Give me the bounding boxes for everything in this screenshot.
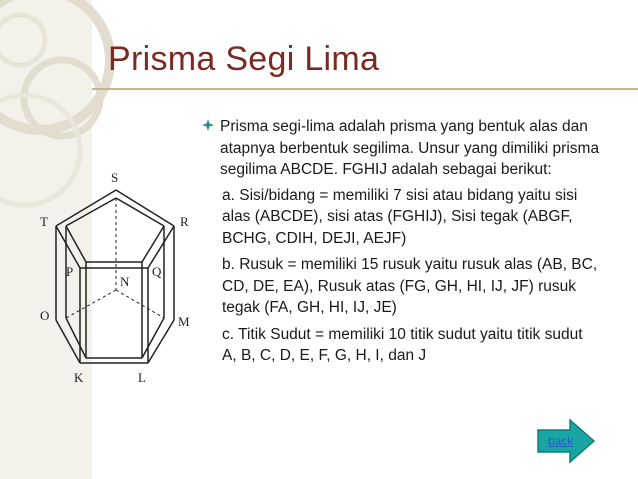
vertex-label-t: T <box>40 214 48 229</box>
intro-bullet <box>200 116 600 181</box>
item-rusuk: b. Rusuk = memiliki 15 rusuk yaitu rusuk alas (AB, BC, CD, DE, EA), Rusuk atas (FG, GH, HI, IJ, JF) rusuk tegak (FA, GH, HI, IJ, JE) <box>222 256 598 316</box>
vertex-label-k: K <box>74 370 84 385</box>
vertex-label-l: L <box>138 370 146 385</box>
slide-title: Prisma Segi Lima <box>108 40 380 78</box>
item-titik-sudut: c. Titik Sudut = memiliki 10 titik sudut yaitu titik sudut A, B, C, D, E, F, G, H, I, dan J <box>222 325 583 364</box>
back-link[interactable]: back <box>548 434 574 448</box>
vertex-label-p: P <box>66 264 74 279</box>
vertex-label-q: Q <box>152 264 162 279</box>
item-sisi: a. Sisi/bidang = memiliki 7 sisi atau bidang yaitu sisi alas (ABCDE), sisi atas (FGHIJ), Sisi tegak (ABGF, BCHG, CDIH, DEJI, AEJF) <box>222 186 578 247</box>
slide-body <box>200 116 600 372</box>
vertex-label-n: N <box>120 274 130 289</box>
diamond-bullet-icon <box>202 119 214 131</box>
vertex-label-s: S <box>111 170 119 185</box>
vertex-label-r: R <box>180 214 189 229</box>
intro-text: Prisma segi-lima adalah prisma yang bentuk alas dan atapnya berbentuk segilima. Unsur yang dimiliki prisma segilima ABCDE. FGHIJ adalah sebagai berikut: <box>220 118 600 178</box>
vertex-label-m: M <box>178 314 190 329</box>
vertex-label-o: O <box>40 308 50 323</box>
pentagonal-prism-figure <box>36 168 196 398</box>
